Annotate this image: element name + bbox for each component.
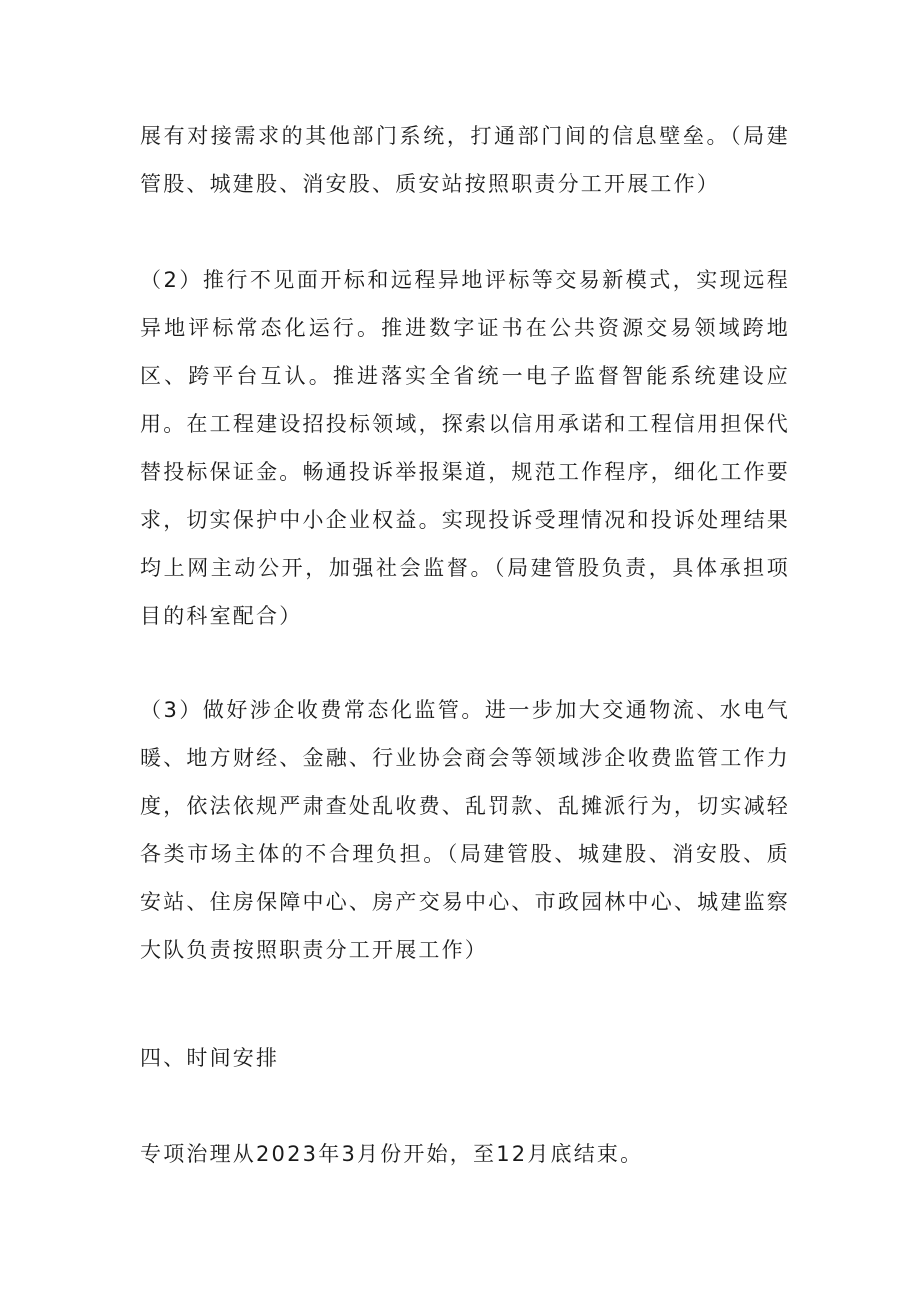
paragraph-item-2: （2）推行不见面开标和远程异地评标等交易新模式，实现远程异地评标常态化运行。推进数字证书在公共资源交易领域跨地区、跨平台互认。推进落实全省统一电子监督智能系统建设应用。在工程建设招投标领域，探索以信用承诺和工程信用担保代替投标保证金。畅通投诉举报渠道，规范工作程序，细化工作要求，切实保护中小企业权益。实现投诉受理情况和投诉处理结果均上网主动公开，加强社会监督。（局建管股负责，具体承担项目的科室配合） — [140, 268, 790, 628]
paragraph-continuation: 展有对接需求的其他部门系统，打通部门间的信息壁垒。（局建管股、城建股、消安股、质安站按照职责分工开展工作） — [140, 124, 790, 196]
section-heading: 四、时间安排 — [140, 1046, 280, 1070]
section-body: 专项治理从2023年3月份开始，至12月底结束。 — [140, 1142, 644, 1166]
paragraph-item-3: （3）做好涉企收费常态化监管。进一步加大交通物流、水电气暖、地方财经、金融、行业协会商会等领域涉企收费监管工作力度，依法依规严肃查处乱收费、乱罚款、乱摊派行为，切实减轻各类市场主体的不合理负担。（局建管股、城建股、消安股、质安站、住房保障中心、房产交易中心、市政园林中心、城建监察大队负责按照职责分工开展工作） — [140, 698, 790, 962]
